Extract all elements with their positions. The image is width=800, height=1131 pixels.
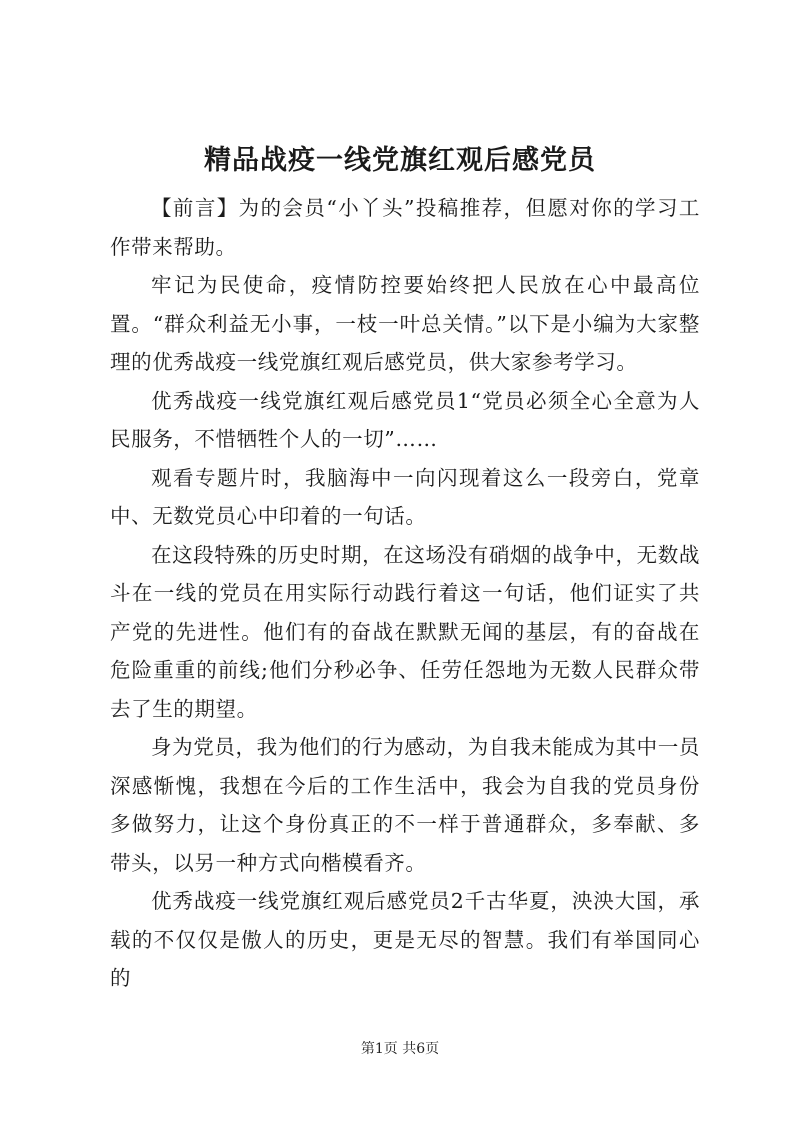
- paragraph-essay-1-body-3: 身为党员，我为他们的行为感动，为自我未能成为其中一员深感惭愧，我想在今后的工作生活中，我会为自我的党员身份多做努力，让这个身份真正的不一样于普通群众，多奉献、多带头，以另一种方式向楷模看齐。: [110, 735, 700, 875]
- paragraph-essay-1-heading: 优秀战疫一线党旗红观后感党员1“党员必须全心全意为人民服务，不惜牺牲个人的一切”……: [110, 388, 700, 451]
- document-title: 精品战疫一线党旗红观后感党员: [204, 145, 596, 176]
- paragraph-essay-1-body-1: 观看专题片时，我脑海中一向闪现着这么一段旁白，党章中、无数党员心中印着的一句话。: [110, 465, 700, 528]
- document-body: [110, 189, 700, 998]
- paragraph-essay-2-heading: 优秀战疫一线党旗红观后感党员2千古华夏，泱泱大国，承载的不仅仅是傲人的历史，更是无尽的智慧。我们有举国同心的: [110, 889, 700, 990]
- paragraph-preface: 【前言】为的会员“小丫头”投稿推荐，但愿对你的学习工作带来帮助。: [110, 196, 700, 259]
- page-footer: 第1页 共6页: [360, 1041, 440, 1057]
- paragraph-intro: 牢记为民使命，疫情防控要始终把人民放在心中最高位置。“群众利益无小事，一枝一叶总关情。”以下是小编为大家整理的优秀战疫一线党旗红观后感党员，供大家参考学习。: [110, 273, 700, 374]
- paragraph-essay-1-body-2: 在这段特殊的历史时期，在这场没有硝烟的战争中，无数战斗在一线的党员在用实际行动践行着这一句话，他们证实了共产党的先进性。他们有的奋战在默默无闻的基层，有的奋战在危险重重的前线;他们分秒必争、任劳任怨地为无数人民群众带去了生的期望。: [110, 542, 700, 721]
